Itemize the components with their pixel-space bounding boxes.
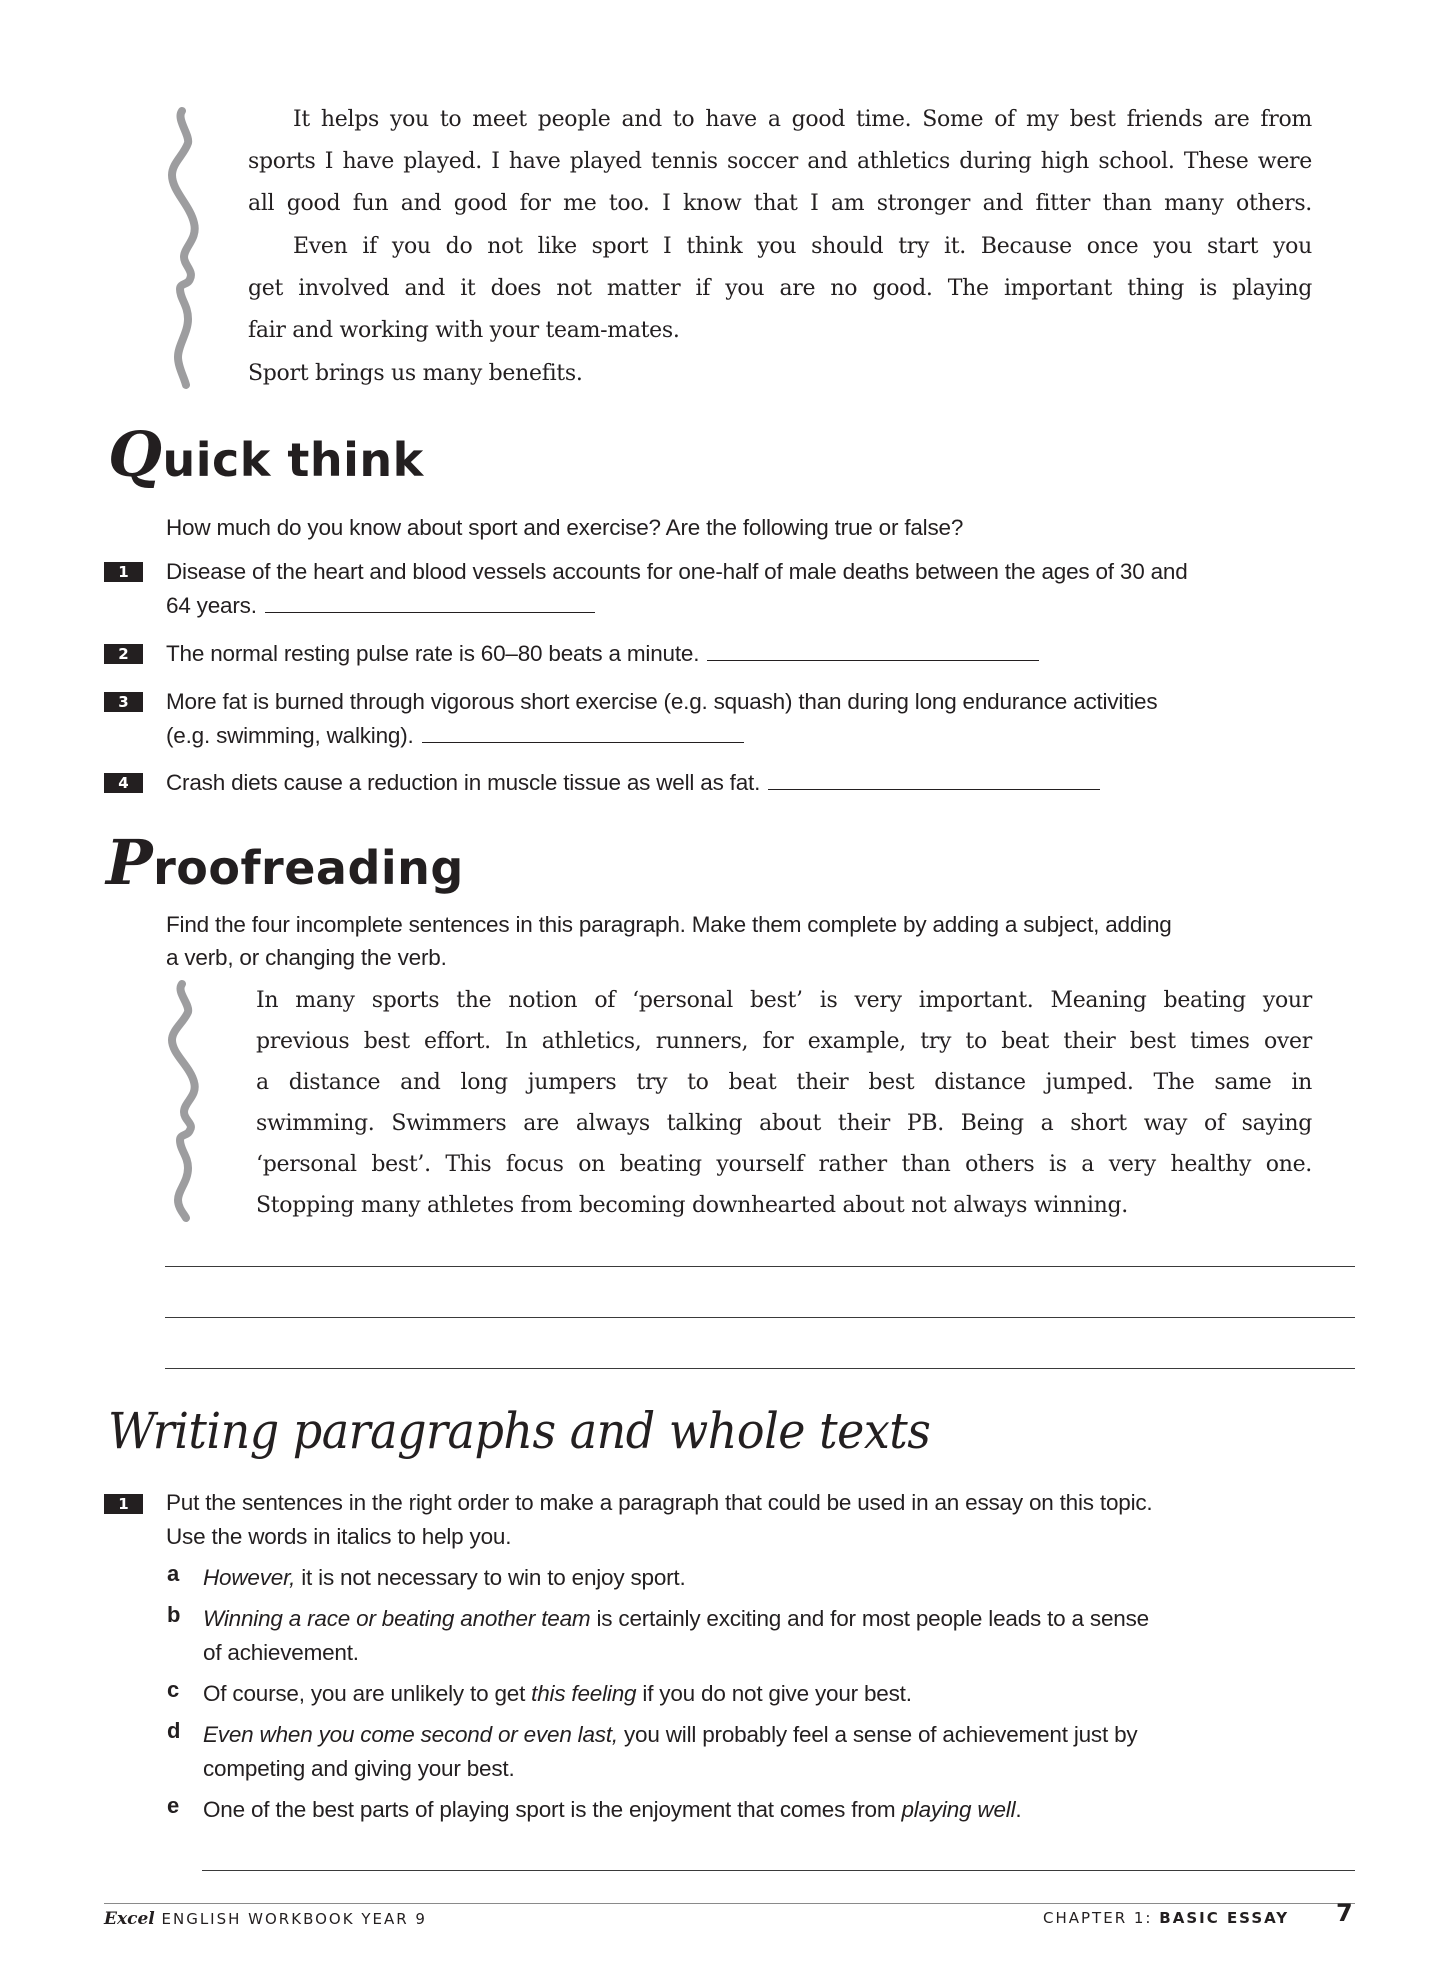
item-number-badge: 2 (104, 644, 143, 664)
section-heading-writing: Writing paragraphs and whole texts (108, 1401, 931, 1460)
passage-sport-benefits (248, 99, 1312, 399)
passage-line: get involved and it does not matter if you are no good. The important thing is playing (248, 276, 1312, 301)
heading-initial: Q (108, 418, 163, 491)
quiz-item-text: The normal resting pulse rate is 60–80 beats a minute. (166, 641, 700, 666)
quiz-item-4 (166, 766, 1100, 800)
quiz-item-3 (166, 685, 1157, 753)
sentence-e (203, 1793, 1021, 1827)
answer-writing-line[interactable] (202, 1870, 1355, 1871)
answer-blank[interactable] (265, 612, 595, 613)
squiggle-decoration-icon (160, 978, 210, 1223)
instruction-line: Put the sentences in the right order to make a paragraph that could be used in an essay on this topic. (166, 1490, 1153, 1515)
passage-line: Stopping many athletes from becoming downhearted about not always winning. (256, 1193, 1128, 1218)
sentence-text: of achievement. (203, 1640, 359, 1665)
page-number: 7 (1336, 1899, 1353, 1927)
sentence-b (203, 1602, 1149, 1670)
section-heading-proofreading (106, 826, 464, 899)
item-number-badge: 4 (104, 773, 143, 793)
quiz-item-text: More fat is burned through vigorous short exercise (e.g. squash) than during long endurance activities (166, 689, 1158, 714)
passage-line: swimming. Swimmers are always talking about their PB. Being a short way of saying (256, 1111, 1312, 1136)
sentence-italic: playing well (901, 1797, 1016, 1822)
sentence-italic: this feeling (531, 1681, 637, 1706)
sentence-italic: Even when you come second or even last, (203, 1722, 618, 1747)
sentence-text: . (1015, 1797, 1022, 1822)
sentence-letter: c (167, 1677, 180, 1702)
passage-line: Sport brings us many benefits. (248, 361, 583, 386)
chapter-prefix: CHAPTER 1: (1043, 1909, 1153, 1927)
instruction-line: Find the four incomplete sentences in this paragraph. Make them complete by adding a subject, adding (166, 912, 1172, 937)
item-number-badge: 1 (104, 1494, 143, 1514)
answer-blank[interactable] (707, 660, 1039, 661)
quiz-item-text: Disease of the heart and blood vessels accounts for one-half of male deaths between the ages of 30 and (166, 559, 1188, 584)
answer-writing-line[interactable] (165, 1368, 1355, 1369)
sentence-c (203, 1677, 912, 1711)
squiggle-decoration-icon (160, 105, 210, 390)
answer-blank[interactable] (768, 789, 1100, 790)
section-heading-quick-think (108, 418, 424, 491)
footer-right (1043, 1909, 1289, 1927)
passage-line: ‘personal best’. This focus on beating yourself rather than others is a very healthy one. (256, 1152, 1312, 1177)
sentence-italic: However, (203, 1565, 296, 1590)
item-number-badge: 1 (104, 562, 143, 582)
quiz-item-2 (166, 637, 1039, 671)
footer-left (104, 1909, 427, 1929)
sentence-text: competing and giving your best. (203, 1756, 515, 1781)
book-title: ENGLISH WORKBOOK YEAR 9 (161, 1910, 427, 1928)
answer-writing-line[interactable] (165, 1266, 1355, 1267)
sentence-text: if you do not give your best. (636, 1681, 912, 1706)
sentence-letter: b (167, 1602, 181, 1627)
sentence-text: One of the best parts of playing sport is the enjoyment that comes from (203, 1797, 902, 1822)
passage-line: In many sports the notion of ‘personal best’ is very important. Meaning beating your (256, 988, 1312, 1013)
brand-logo: Excel (104, 1909, 155, 1929)
sentence-letter: e (167, 1793, 180, 1818)
sentence-letter: d (167, 1718, 181, 1743)
passage-line: fair and working with your team-mates. (248, 318, 680, 343)
proofreading-passage (256, 980, 1312, 1230)
sentence-text: Of course, you are unlikely to get (203, 1681, 532, 1706)
writing-instruction (166, 1486, 1152, 1554)
heading-rest: uick think (162, 433, 424, 487)
passage-line: a distance and long jumpers try to beat their best distance jumped. The same in (256, 1070, 1312, 1095)
sentence-text: is certainly exciting and for most people leads to a sense (590, 1606, 1149, 1631)
sentence-letter: a (167, 1561, 180, 1586)
quiz-item-text: 64 years. (166, 593, 257, 618)
passage-line: It helps you to meet people and to have a good time. Some of my best friends are from (293, 107, 1312, 132)
quick-think-intro: How much do you know about sport and exercise? Are the following true or false? (166, 515, 964, 540)
heading-rest: roofreading (153, 841, 464, 895)
passage-line: sports I have played. I have played tennis soccer and athletics during high school. These were (248, 149, 1312, 174)
heading-initial: P (106, 826, 154, 899)
footer-divider (104, 1903, 1355, 1904)
sentence-text: you will probably feel a sense of achievement just by (617, 1722, 1138, 1747)
passage-line: Even if you do not like sport I think you should try it. Because once you start you (293, 234, 1312, 259)
proofreading-instruction (166, 908, 1172, 974)
passage-line: previous best effort. In athletics, runners, for example, try to beat their best times over (256, 1029, 1312, 1054)
instruction-line: a verb, or changing the verb. (166, 945, 447, 970)
quiz-item-text: Crash diets cause a reduction in muscle tissue as well as fat. (166, 770, 761, 795)
quiz-item-text: (e.g. swimming, walking). (166, 723, 414, 748)
answer-writing-line[interactable] (165, 1317, 1355, 1318)
sentence-d (203, 1718, 1137, 1786)
quiz-item-1 (166, 555, 1188, 623)
passage-line: all good fun and good for me too. I know that I am stronger and fitter than many others. (248, 191, 1312, 216)
sentence-a (203, 1561, 686, 1595)
item-number-badge: 3 (104, 692, 143, 712)
chapter-title: BASIC ESSAY (1159, 1909, 1290, 1927)
sentence-text: it is not necessary to win to enjoy sport. (295, 1565, 686, 1590)
answer-blank[interactable] (422, 742, 744, 743)
instruction-line: Use the words in italics to help you. (166, 1524, 512, 1549)
sentence-italic: Winning a race or beating another team (203, 1606, 591, 1631)
